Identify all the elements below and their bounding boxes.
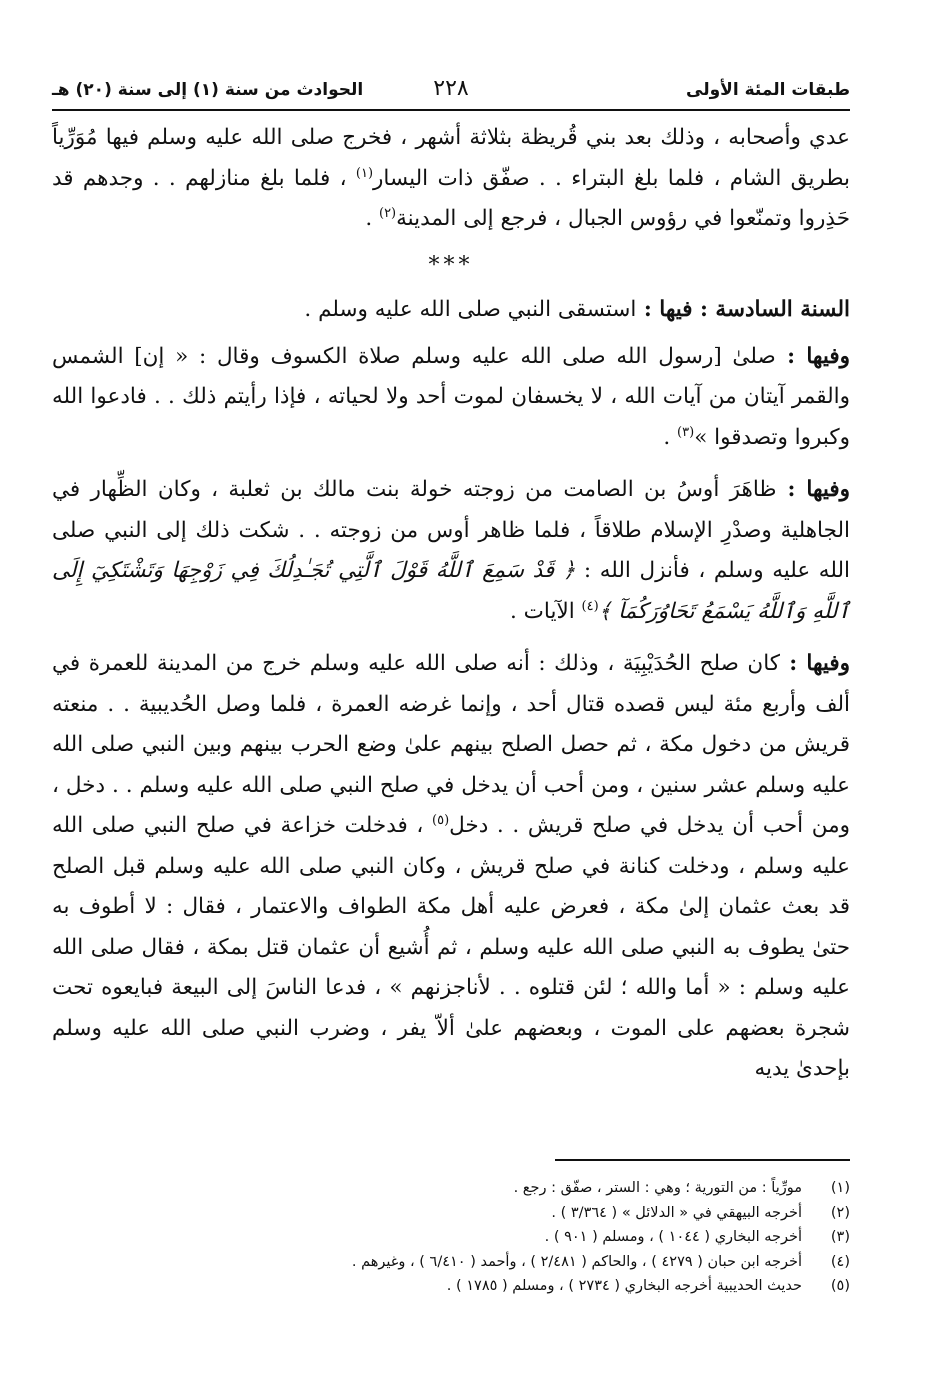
paragraph-hudaybiya: [52, 644, 850, 1090]
footnotes: [120, 1176, 850, 1299]
paragraph-continuation: [52, 118, 850, 240]
footnote-text: حديث الحديبية أخرجه البخاري ( ٢٧٣٤ ) ، ومسلم ( ١٧٨٥ ) .: [446, 1278, 802, 1294]
paragraph-text: استسقى النبي صلى الله عليه وسلم .: [304, 297, 637, 322]
footnote-ref-2: (٢): [378, 205, 397, 221]
paragraph-text: ظاهَرَ أوسُ بن الصامت من زوجته خولة بنت مالك بن ثعلبة ، وكان الظِّهار في الجاهلية وصدْرِ الإسلام طلاقاً ، فلما ظاهر أوس من زوجته . . شكت ذلك إلى النبي صلى الله عليه وسلم ، فأنزل الله :: [52, 477, 850, 583]
footnote-ref-1: (١): [355, 165, 374, 181]
paragraph-text: .: [663, 424, 678, 450]
paragraph-lead: السنة السادسة : فيها :: [636, 297, 850, 322]
quran-verse: ﴿ قَدْ سَمِعَ ٱللَّهُ قَوْلَ ٱلَّتِي تُجَـٰدِلُكَ فِي زَوْجِهَا وَتَشْتَكِيٓ إِلَى ٱللَّهِ وَٱللَّهُ يَسْمَعُ تَحَاوُرَكُمَآ ﴾: [52, 558, 850, 624]
footnote-text: مورِّياً : من التورية ؛ وهي : الستر ، صفّق : رجع .: [513, 1180, 802, 1196]
paragraph-text: ، فدخلت خزاعة في صلح النبي صلى الله عليه وسلم ، ودخلت كنانة في صلح قريش ، وكان النبي صلى الله عليه وسلم قبل الصلح قد بعث عثمان إلىٰ مكة ، فعرض عليه أهل مكة الطواف والاعتمار ، فقال : لا أطوف به حتىٰ يطوف به النبي صلى الله عليه وسلم ، ثم أُشيع أن عثمان قتل بمكة ، فقال صلى الله عليه وسلم : « أما والله ؛ لئن قتلوه . . لأناجزنهم » ، فدعا الناسَ إلى البيعة فبايعوه تحت شجرة بعضهم على الموت ، وبعضهم علىٰ ألاّ يفر ، وضرب النبي صلى الله عليه وسلم بإحدىٰ يديه: [52, 813, 850, 1081]
main-text: [52, 118, 850, 1090]
footnote-item: [120, 1250, 850, 1275]
paragraph-zihar: [52, 470, 850, 632]
footnote-text: أخرجه ابن حبان ( ٤٢٧٩ ) ، والحاكم ( ٢/٤٨١ ) ، وأحمد ( ٦/٤١٠ ) ، وغيرهم .: [351, 1253, 802, 1270]
paragraph-lead: وفيها :: [780, 651, 850, 676]
paragraph-text: .: [365, 206, 379, 231]
running-head-section-title: الحوادث من سنة (١) إلى سنة (٢٠) هـ: [52, 80, 364, 100]
running-head-book-title: طبقات المئة الأولى: [686, 80, 850, 100]
page-number: ٢٢٨: [433, 76, 469, 101]
footnote-ref-3: (٣): [677, 424, 695, 440]
footnote-number: (٥): [830, 1278, 850, 1294]
paragraph-eclipse: [52, 337, 850, 459]
paragraph-year-six: [52, 290, 850, 331]
footnote-text: أخرجه البخاري ( ١٠٤٤ ) ، ومسلم ( ٩٠١ ) .: [544, 1229, 802, 1245]
paragraph-text: ، فلما بلغ منازلهم . . وجدهم قد حَذِروا وتمنّعوا في رؤوس الجبال ، فرجع إلى المدينة: [52, 165, 850, 231]
paragraph-text: الآيات .: [510, 598, 582, 624]
footnote-ref-4: (٤): [581, 598, 599, 614]
page-header: [52, 78, 850, 110]
footnote-text: أخرجه البيهقي في « الدلائل » ( ٣/٣٦٤ ) .: [551, 1204, 802, 1221]
paragraph-text: صلىٰ [رسول الله صلى الله عليه وسلم صلاة الكسوف وقال : « إن] الشمس والقمر آيتان من آيات الله ، لا يخسفان لموت أحد ولا لحياته ، فإذا رأيتم ذلك . . فادعوا الله وكبروا وتصدقوا »: [52, 343, 850, 450]
footnote-item: [120, 1225, 850, 1250]
paragraph-text: عدي وأصحابه ، وذلك بعد بني قُريظة بثلاثة أشهر ، فخرج صلى الله عليه وسلم فيها مُوَرِّياً بطريق الشام ، فلما بلغ البتراء . . صفّق ذات اليسار: [52, 125, 851, 191]
footnote-number: (١): [830, 1180, 850, 1196]
footnote-number: (٣): [830, 1229, 850, 1245]
paragraph-lead: وفيها :: [776, 477, 851, 502]
footnote-item: [120, 1274, 850, 1299]
footnote-number: (٤): [830, 1253, 850, 1270]
header-rule: [52, 109, 850, 111]
paragraph-lead: وفيها :: [775, 343, 850, 369]
footnote-number: (٢): [830, 1204, 850, 1221]
paragraph-text: كان صلح الحُدَيْبِيَة ، وذلك : أنه صلى الله عليه وسلم خرج من المدينة للعمرة في ألف وأربع مئة ليس قصده قتال أحد ، وإنما غرضه العمرة ، فلما وصل الحُديبية . . منعته قريش من دخول مكة ، ثم حصل الصلح بينهم علىٰ وضع الحرب بينهم وبين النبي صلى الله عليه وسلم عشر سنين ، ومن أحب أن يدخل في صلح النبي صلى الله عليه وسلم . . دخل ، ومن أحب أن يدخل في صلح قريش . . دخل: [52, 651, 850, 838]
footnote-rule: [555, 1159, 850, 1161]
section-separator: ***: [428, 252, 474, 278]
footnote-item: [120, 1176, 850, 1201]
footnote-item: [120, 1201, 850, 1226]
footnote-ref-5: (٥): [432, 812, 450, 828]
